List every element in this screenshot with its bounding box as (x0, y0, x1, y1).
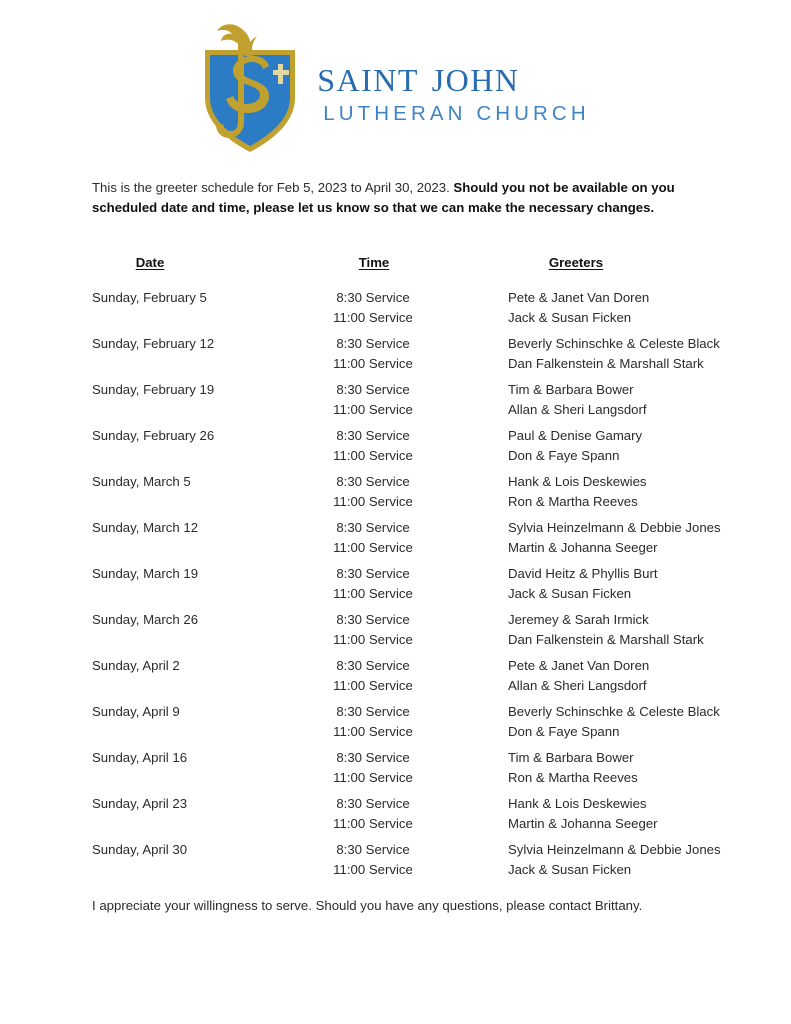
time-late: 11:00 Service (333, 861, 413, 877)
table-row (0, 380, 791, 426)
time-early: 8:30 Service (336, 612, 410, 627)
greeters-early: Pete & Janet Van Doren (508, 290, 650, 305)
table-row (0, 840, 791, 886)
cell-times (300, 794, 446, 833)
table-body (0, 288, 791, 886)
shield-torch-sj-monogram-icon (197, 14, 303, 156)
time-early: 8:30 Service (336, 750, 410, 765)
greeters-early: Beverly Schinschke & Celeste Black (508, 704, 720, 719)
cell-greeters (508, 334, 738, 373)
logo-wordmark (317, 44, 590, 126)
cell-times (300, 610, 446, 649)
cell-times (300, 380, 446, 419)
greeters-early: Tim & Barbara Bower (508, 382, 634, 397)
cell-greeters (508, 288, 738, 327)
greeters-late: Jack & Susan Ficken (508, 585, 632, 601)
cell-date: Sunday, February 5 (92, 290, 207, 305)
time-late: 11:00 Service (333, 677, 413, 693)
cell-greeters (508, 426, 738, 465)
greeters-early: Hank & Lois Deskewies (508, 474, 647, 489)
cell-date: Sunday, February 12 (92, 336, 215, 351)
greeters-late: Dan Falkenstein & Marshall Stark (508, 631, 704, 647)
greeters-early: Jeremey & Sarah Irmick (508, 612, 649, 627)
greeters-late: Ron & Martha Reeves (508, 493, 638, 509)
cell-greeters (508, 840, 738, 879)
cell-date: Sunday, April 23 (92, 796, 188, 811)
cell-date: Sunday, February 26 (92, 428, 215, 443)
table-row (0, 794, 791, 840)
logo-subtitle: LUTHERAN CHURCH (323, 102, 590, 125)
cell-times (300, 840, 446, 879)
table-row (0, 564, 791, 610)
table-row (0, 288, 791, 334)
time-early: 8:30 Service (336, 658, 410, 673)
greeters-early: Sylvia Heinzelmann & Debbie Jones (508, 842, 721, 857)
greeters-late: Allan & Sheri Langsdorf (508, 677, 647, 693)
cell-date: Sunday, March 12 (92, 520, 199, 535)
cell-date: Sunday, March 5 (92, 474, 191, 489)
intro-bold-text: Should you not be available on you scheduled date and time, please let us know so that we can make the necessary changes. (92, 180, 675, 215)
greeters-late: Don & Faye Spann (508, 723, 620, 739)
logo-title: saint john (317, 51, 520, 101)
intro-paragraph (92, 178, 702, 217)
cell-greeters (508, 472, 738, 511)
cell-times (300, 702, 446, 741)
time-late: 11:00 Service (333, 815, 413, 831)
greeters-late: Don & Faye Spann (508, 447, 620, 463)
cell-times (300, 656, 446, 695)
time-early: 8:30 Service (336, 336, 410, 351)
greeter-schedule-table (0, 255, 791, 886)
cell-times (300, 334, 446, 373)
time-late: 11:00 Service (333, 539, 413, 555)
cell-date: Sunday, February 19 (92, 382, 215, 397)
cell-greeters (508, 656, 738, 695)
table-row (0, 748, 791, 794)
greeters-late: Martin & Johanna Seeger (508, 815, 658, 831)
greeters-late: Jack & Susan Ficken (508, 309, 632, 325)
document-header (0, 0, 791, 156)
time-late: 11:00 Service (333, 585, 413, 601)
cell-times (300, 288, 446, 327)
column-header-date: Date (135, 255, 165, 270)
time-early: 8:30 Service (336, 290, 410, 305)
time-late: 11:00 Service (333, 769, 413, 785)
cell-greeters (508, 748, 738, 787)
column-header-time: Time (358, 255, 390, 270)
time-late: 11:00 Service (333, 309, 413, 325)
greeters-late: Dan Falkenstein & Marshall Stark (508, 355, 704, 371)
table-row (0, 702, 791, 748)
column-header-greeters: Greeters (548, 255, 604, 270)
greeters-late: Ron & Martha Reeves (508, 769, 638, 785)
time-early: 8:30 Service (336, 428, 410, 443)
greeters-late: Jack & Susan Ficken (508, 861, 632, 877)
cell-greeters (508, 380, 738, 419)
cell-date: Sunday, March 19 (92, 566, 199, 581)
cell-times (300, 564, 446, 603)
time-late: 11:00 Service (333, 493, 413, 509)
greeters-early: Paul & Denise Gamary (508, 428, 643, 443)
table-header-row (0, 255, 791, 279)
table-row (0, 610, 791, 656)
table-row (0, 426, 791, 472)
table-row (0, 334, 791, 380)
cell-greeters (508, 610, 738, 649)
time-late: 11:00 Service (333, 447, 413, 463)
church-logo (197, 14, 590, 156)
time-late: 11:00 Service (333, 401, 413, 417)
time-early: 8:30 Service (336, 842, 410, 857)
table-row (0, 518, 791, 564)
greeters-early: Beverly Schinschke & Celeste Black (508, 336, 720, 351)
greeters-early: Hank & Lois Deskewies (508, 796, 647, 811)
time-early: 8:30 Service (336, 796, 410, 811)
time-late: 11:00 Service (333, 631, 413, 647)
cell-times (300, 426, 446, 465)
time-early: 8:30 Service (336, 566, 410, 581)
cell-greeters (508, 702, 738, 741)
time-late: 11:00 Service (333, 355, 413, 371)
cell-times (300, 518, 446, 557)
table-row (0, 472, 791, 518)
greeters-early: Pete & Janet Van Doren (508, 658, 650, 673)
greeters-early: Tim & Barbara Bower (508, 750, 634, 765)
cell-greeters (508, 794, 738, 833)
greeters-late: Martin & Johanna Seeger (508, 539, 658, 555)
time-early: 8:30 Service (336, 520, 410, 535)
greeters-early: David Heitz & Phyllis Burt (508, 566, 658, 581)
time-early: 8:30 Service (336, 474, 410, 489)
cell-date: Sunday, April 2 (92, 658, 180, 673)
intro-plain-text: This is the greeter schedule for Feb 5, 2023 to April 30, 2023. (92, 180, 450, 195)
table-row (0, 656, 791, 702)
cell-greeters (508, 564, 738, 603)
closing-note: I appreciate your willingness to serve. Should you have any questions, please contact Brittany. (92, 898, 643, 913)
time-early: 8:30 Service (336, 704, 410, 719)
cell-greeters (508, 518, 738, 557)
cell-times (300, 748, 446, 787)
greeters-late: Allan & Sheri Langsdorf (508, 401, 647, 417)
greeters-early: Sylvia Heinzelmann & Debbie Jones (508, 520, 721, 535)
cell-times (300, 472, 446, 511)
cell-date: Sunday, April 9 (92, 704, 180, 719)
cell-date: Sunday, March 26 (92, 612, 199, 627)
cell-date: Sunday, April 30 (92, 842, 188, 857)
time-late: 11:00 Service (333, 723, 413, 739)
cell-date: Sunday, April 16 (92, 750, 188, 765)
time-early: 8:30 Service (336, 382, 410, 397)
